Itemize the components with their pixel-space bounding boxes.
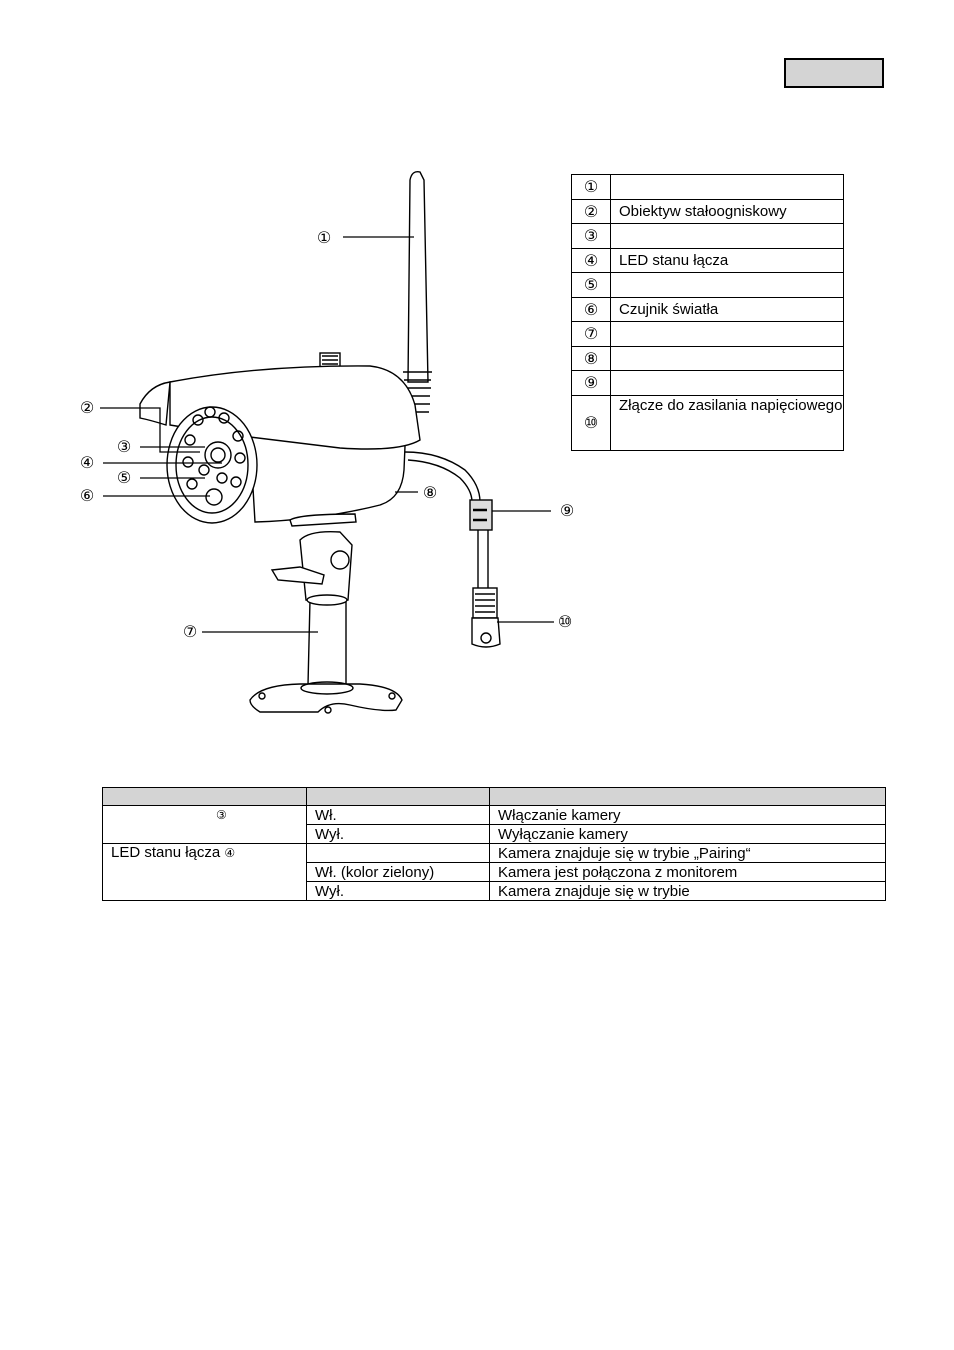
legend-label: [611, 273, 844, 298]
callout-8: ⑧: [422, 483, 438, 502]
legend-row: [572, 175, 844, 200]
legend-number: ②: [572, 199, 611, 224]
legend-row: [572, 224, 844, 249]
legend-row: [572, 248, 844, 273]
state-cell: Wył.: [307, 882, 490, 901]
table-header-row: [103, 788, 886, 806]
table-row: [103, 844, 886, 863]
legend-number: ⑧: [572, 346, 611, 371]
callout-3: ③: [116, 437, 132, 456]
state-cell: [307, 844, 490, 863]
legend-row: [572, 371, 844, 396]
group-label-cell: [103, 806, 307, 844]
legend-row: [572, 346, 844, 371]
header-cell: [490, 788, 886, 806]
legend-label: [611, 224, 844, 249]
legend-label: [611, 371, 844, 396]
legend-number: ⑥: [572, 297, 611, 322]
legend-row: [572, 395, 844, 450]
group-label: LED stanu łącza: [111, 844, 221, 861]
callout-4: ④: [79, 453, 95, 472]
legend-number: ④: [572, 248, 611, 273]
led-status-table: [102, 787, 886, 901]
legend-number: ⑤: [572, 273, 611, 298]
legend-label: Czujnik światła: [611, 297, 844, 322]
parts-legend-table: [571, 174, 844, 451]
callout-5: ⑤: [116, 468, 132, 487]
header-cell: [103, 788, 307, 806]
legend-row: [572, 322, 844, 347]
callout-2: ②: [79, 398, 95, 417]
legend-number: ③: [572, 224, 611, 249]
legend-row: [572, 273, 844, 298]
state-cell: Wł. (kolor zielony): [307, 863, 490, 882]
legend-number: ⑨: [572, 371, 611, 396]
legend-label: [611, 175, 844, 200]
callout-1: ①: [316, 228, 332, 247]
legend-number: ⑦: [572, 322, 611, 347]
description-cell: Włączanie kamery: [490, 806, 886, 825]
group-label-cell: [103, 844, 307, 901]
legend-number: ⑩: [572, 395, 611, 450]
callout-6: ⑥: [79, 486, 95, 505]
legend-label: Złącze do zasilania napięciowego: [611, 395, 844, 450]
table-row: [103, 806, 886, 825]
callout-10: ⑩: [557, 612, 573, 631]
description-cell: Wyłączanie kamery: [490, 825, 886, 844]
state-cell: Wył.: [307, 825, 490, 844]
legend-row: [572, 199, 844, 224]
legend-number: ①: [572, 175, 611, 200]
group-symbol: ③: [216, 808, 227, 822]
legend-label: Obiektyw stałoogniskowy: [611, 199, 844, 224]
legend-row: [572, 297, 844, 322]
description-cell: Kamera jest połączona z monitorem: [490, 863, 886, 882]
legend-label: [611, 346, 844, 371]
description-cell: Kamera znajduje się w trybie: [490, 882, 886, 901]
group-symbol: ④: [224, 846, 236, 860]
header-cell: [307, 788, 490, 806]
state-cell: Wł.: [307, 806, 490, 825]
legend-label: LED stanu łącza: [611, 248, 844, 273]
description-cell: Kamera znajduje się w trybie „Pairing“: [490, 844, 886, 863]
legend-label: [611, 322, 844, 347]
callout-9: ⑨: [559, 501, 575, 520]
callout-7: ⑦: [182, 622, 198, 641]
